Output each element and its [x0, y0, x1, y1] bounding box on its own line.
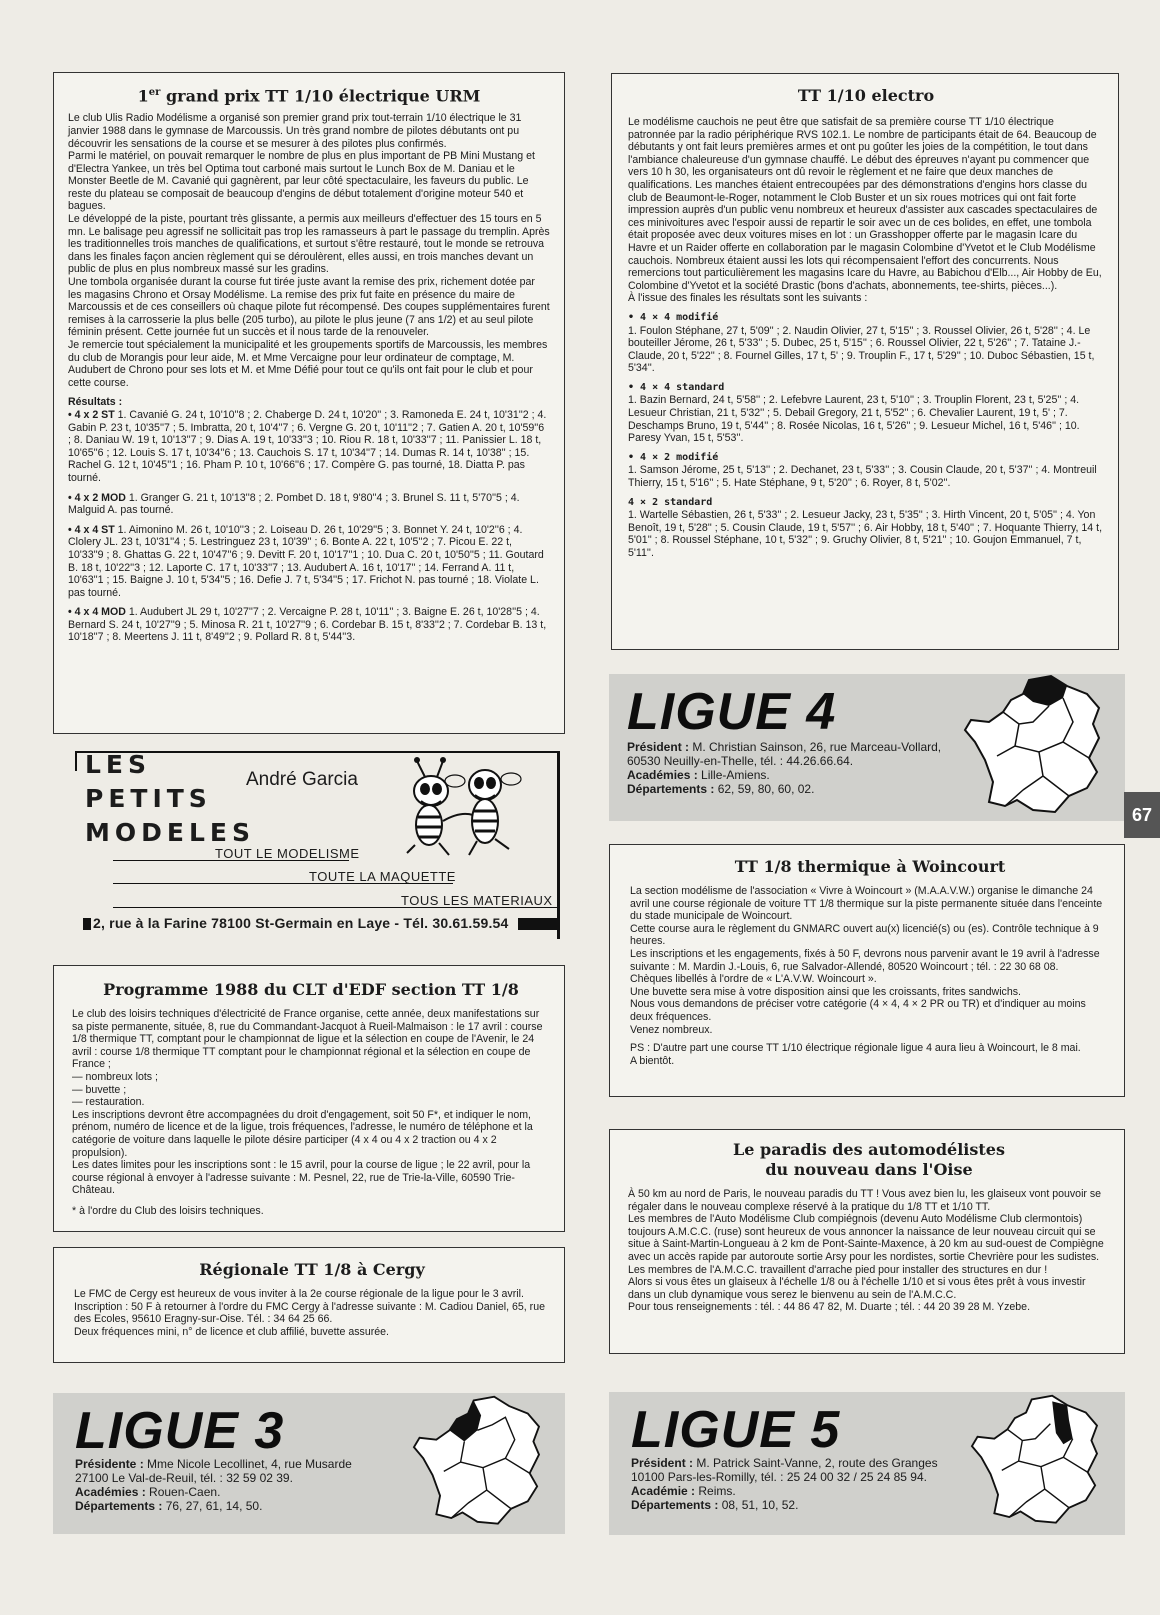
article-paragraph: Les inscriptions et les engagements, fixés à 50 F, devrons nous parvenir avant le 19 avril à l'adresse suivante : M. Mardin J.-Louis, 6, rue Salvador-Allendé, 80520 Woincourt ; tél. : 22 30 68 08.: [630, 947, 1100, 973]
article-paragraph: Alors si vous êtes un glaiseux à l'échelle 1/8 ou à l'échelle 1/10 et si vous êtes prêt à vous investir dans un club dynamique vous serez le bienvenu au sein de l'A.M.C.C.: [628, 1276, 1086, 1301]
article-paradis-oise: [609, 1129, 1125, 1354]
category-label: • 4 × 4 modifié: [628, 311, 719, 323]
category-label: • 4 × 4 standard: [628, 381, 725, 393]
article-paragraph: Nous vous demandons de préciser votre catégorie (4 × 4, 4 × 2 PR ou TR) et d'indiquer au moins deux fréquences.: [630, 998, 1086, 1023]
article-title: TT 1/10 electro: [797, 86, 935, 105]
article-paragraph: Venez nombreux.: [630, 1023, 713, 1036]
article-paragraph: Le FMC de Cergy est heureux de vous inviter à la 2e course régionale de la ligue pour le 3 avril.: [74, 1288, 524, 1300]
ligue-title: LIGUE 4: [627, 683, 837, 741]
article-paragraph: Une tombola organisée durant la course fut tirée juste avant la remise des prix, richement dotée par les magasins Chrono et Orsay Modélisme. La remise des prix fut faite en présence du maire de Marcoussis et de ces conseillers où chaque pilote fut récompensé. Des coupes supplémentaires furent remises à la carrosserie la plus belle (205 turbo), au pilote le plus jeune (7 ans 1/2) et au seul pilote féminin présent. Cette journée fut un succès et il nous tarde de la renouveler.: [68, 276, 550, 339]
article-title: 1er grand prix TT 1/10 électrique URM: [137, 86, 481, 106]
article-paragraph: Le club des loisirs techniques d'électricité de France organise, cette année, deux manifestations sur sa piste permanente, située, 8, rue du Commandant-Jacquot à Rueil-Malmaison : le 17 avril : course 1/8 thermique TT, comptant pour le championnat de ligue et la sélection en coupe de l'Avenir, le 24 avril : course 1/8 thermique TT comptant pour le championnat régional et la sélection en coupe de France ;: [72, 1008, 543, 1071]
ligue-title: LIGUE 5: [631, 1401, 841, 1459]
ligue-4-panel: [609, 674, 1125, 821]
results-category: [628, 312, 1104, 375]
page-number: 67: [1124, 792, 1160, 838]
category-label: • 4 x 4 MOD: [68, 606, 126, 619]
ad-address: 2, rue à la Farine 78100 St-Germain en Laye - Tél. 30.61.59.54: [93, 915, 509, 931]
category-results: 1. Wartelle Sébastien, 26 t, 5'33'' ; 2. Lesueur Jacky, 23 t, 5'35'' ; 3. Hirth Vincent, 20 t, 5'05'' ; 4. Yon Benoît, 19 t, 5'28'' ; 5. Cousin Claude, 19 t, 5'57'' ; 6. Air Hobby, 18 t, 5'40'' ; 7. Hoquante Thierry, 14 t, 5'01'' ; 8. Roussel Stéphane, 10 t, 5'32'' ; 9. Gruchy Olivier, 8 t, 5'21'' ; 10. Goujon Emmanuel, 7 t, 5'11''.: [628, 509, 1103, 559]
category-results: 1. Foulon Stéphane, 27 t, 5'09'' ; 2. Naudin Olivier, 27 t, 5'15'' ; 3. Roussel Olivier, 26 t, 5'28'' ; 4. Le bouteiller Jérome, 26 t, 5'33'' ; 5. Dubec, 25 t, 5'15'' ; 6. Roussel Olivier, 22 t, 5'26'' ; 7. Tataine J.-Claude, 20 t, 5'22'' ; 8. Fournel Gilles, 17 t, 5' ; 9. Trouplin F., 17 t, 5'29'' ; 10. Duboc Sébastien, 15 t, 5'34''.: [628, 324, 1095, 375]
results-category: [628, 452, 1104, 490]
category-label: • 4 x 2 ST: [68, 408, 115, 421]
article-grand-prix: [53, 72, 565, 734]
france-map-icon: [959, 674, 1119, 821]
france-map-icon: [403, 1393, 563, 1533]
article-body: [630, 885, 1110, 1067]
article-paragraph: Les inscriptions devront être accompagnées du droit d'engagement, soit 50 F*, et indiquer le nom, prénom, numéro de licence et de la ligue, trois fréquences, l'adresse, le numéro de téléphone et la catégorie de voiture dans laquelle le pilote désire participer (4 x 4 ou 4 x 2 traction ou 4 x 2 propulsion).: [72, 1108, 533, 1159]
results-category: [68, 492, 550, 517]
article-body: Le modélisme cauchois ne peut être que satisfait de sa première course TT 1/10 électrique patronnée par la radio périphérique RVS 102.1. Le nombre de participants était de 64. Beaucoup de débutants y ont fait leurs premières armes et ont pu goûter les joies de la compétition, le tout dans l'ambiance chaleureuse d'un gymnase chauffé. Le début des épreuves n'ayant pu commencer que vers 10 h 30, les organisateurs ont dû revoir le règlement et ne faire que deux manches de qualifications. Les manches étaient entrecoupées par des démonstrations d'engins hors classe du club de Beaumont-le-Roger, notamment le Clob Buster et un six roues motrices qui ont fait forte impression auprès d'un public venu nombreux et heureux d'assister aux cascades spectaculaires de ces minivoitures avec l'espoir aussi de repartir le soir avec un de ces bolides, en effet, une tombola était proposée avec deux voitures mises en lot : un Grasshopper offerte par le magasin Icare du Havre et un Raider offerte en collaboration par le magasin Colombine d'Yvetot et le Club Modélisme cauchois. Nombreux étaient aussi les lots qui récompensaient l'effort des concurrents. Nous remercions tout particulièrement les magasins Icare du Havre, au Babichou d'Elb..., Air Hobby de Eu, Colombine d'Yvetot et la société Drastic (bons d'achats, abonnements, tee-shirts, pièces...). À l'issue des finales les résultats sont les suivants : • 4 × 4 modifié 1. Foulon Stéphane, 27 t, 5'09'' ; 2. Naudin Olivier, 27 t, 5'15'' ; 3. Roussel Olivier, 26 t, 5'28'' ; 4. Le bouteiller Jérome, 26 t, 5'33'' ; 5. Dubec, 25 t, 5'15'' ; 6. Roussel Olivier, 22 t, 5'26'' ; 7. Tataine J.-Claude, 20 t, 5'22'' ; 8. Fournel Gilles, 17 t, 5' ; 9. Trouplin F., 17 t, 5'29'' ; 10. Duboc Sébastien, 15 t, 5'34''. • 4 × 4 standard 1. Bazin Bernard, 24 t, 5'58'' ; 2. Lefebvre Laurent, 23 t, 5'10'' ; 3. Trouplin Florent, 23 t, 5'25'' ; 4. Lesueur Christian, 21 t, 5'32'' ; 5. Debail Gregory, 21 t, 5'52'' ; 6. Chevalier Laurent, 19 t, 5' ; 7. Deschamps Bruno, 19 t, 5'44'' ; 8. Rosée Nicolas, 16 t, 5'26'' ; 9. Lesueur Michel, 16 t, 5'46'' ; 10. Paresy Yvan, 15 t, 5'53''. • 4 × 2 modifié 1. Samson Jérome, 25 t, 5'13'' ; 2. Dechanet, 23 t, 5'33'' ; 3. Cousin Claude, 20 t, 5'37'' ; 4. Montreuil Thierry, 15 t, 5'16'' ; 5. Hate Stéphane, 9 t, 5'20'' ; 6. Royer, 8 t, 5'02''. 4 × 2 standard 1. Wartelle Sébastien, 26 t, 5'33'' ; 2. Lesueur Jacky, 23 t, 5'35'' ; 3. Hirth Vincent, 20 t, 5'05'' ; 4. Yon Benoît, 19 t, 5'28'' ; 5. Cousin Claude, 19 t, 5'57'' ; 6. Air Hobby, 18 t, 5'40'' ; 7. Hoquante Thierry, 14 t, 5'01'' ; 8. Roussel Stéphane, 10 t, 5'32'' ; 9. Gruchy Olivier, 8 t, 5'21'' ; 10. Goujon Emmanuel, 7 t, 5'11''.: [628, 116, 1103, 559]
article-tt110-electro: [611, 73, 1119, 650]
category-label: • 4 x 4 ST: [68, 523, 115, 536]
results-category: [628, 497, 1104, 560]
article-paragraph: Pour tous renseignements : tél. : 44 86 47 82, M. Duarte ; tél. : 44 20 39 28 M. Yzebe.: [628, 1301, 1031, 1314]
article-title-line2: du nouveau dans l'Oise: [765, 1160, 973, 1179]
article-body: [68, 112, 550, 644]
article-paragraph: La section modélisme de l'association « Vivre à Woincourt » (M.A.A.V.W.) organise le dimanche 24 avril une course régionale de voiture TT 1/8 thermique sur la piste permanente située dans l'enceinte du stade municipale de Woincourt.: [630, 885, 1103, 923]
article-paragraph: Chèques libellés à l'ordre de « L'A.V.W. Woincourt ».: [630, 973, 877, 986]
article-paragraph: Je remercie tout spécialement la municipalité et les groupements sportifs de Marcoussis, les membres du club de Morangis pour leur aide, M. et Mme Vercaigne pour leur ordinateur de comptage, M. Audubert de Chrono pour ses lots et M. et Mme Défié pour tout ce qu'ils ont fait pour le club et pour cette course.: [68, 339, 548, 389]
article-paragraph: PS : D'autre part une course TT 1/10 électrique régionale ligue 4 aura lieu à Woincourt, le 8 mai.: [630, 1042, 1081, 1055]
ligue-info: Président : M. Christian Sainson, 26, rue Marceau-Vollard, 60530 Neuilly-en-Thelle, tél. : 44.26.66.64. Académies : Lille-Amiens. Départements : 62, 59, 80, 60, 02.: [627, 740, 942, 796]
article-programme-edf: [53, 965, 565, 1232]
ad-tagline-3: TOUS LES MATERIAUX: [401, 893, 553, 908]
ligue-3-panel: [53, 1393, 565, 1534]
article-paragraph: Cette course aura le règlement du GNMARC ouvert au(x) licencié(s) ou (es). Contrôle technique à 9 heures.: [630, 922, 1099, 948]
ad-brand-line1: LES: [85, 750, 152, 779]
article-paragraph: Les dates limites pour les inscriptions sont : le 15 avril, pour la course de ligue ; le 22 avril, pour la course régional à envoyer à l'adresse suivante : M. Pesnel, 22, rue de Trie-la-Ville, 60590 Trie-Château.: [72, 1159, 531, 1197]
article-paragraph: Deux fréquences mini, n° de licence et club affilié, buvette assurée.: [74, 1325, 389, 1338]
category-results: 1. Cavanié G. 24 t, 10'10''8 ; 2. Chaberge D. 24 t, 10'20'' ; 3. Ramoneda E. 24 t, 10'31''2 ; 4. Gabin P. 23 t, 10'35''7 ; 5. Imbratta, 20 t, 10'4''7 ; 6. Vergne G. 20 t, 10'11''2 ; 7. Gatien A. 20 t, 10'59''6 ; 8. Daniau W. 19 t, 10'13''7 ; 9. Dias A. 19 t, 10'33''3 ; 10. Riou R. 18 t, 10'33''7 ; 11. Panissier L. 18 t, 10'65''6 ; 12. Louis S. 17 t, 10'34''6 ; 13. Cauchois S. 17 t, 10'34''7 ; 14. Dumas R. 14 t, 10'38'' ; 15. Rachel G. 12 t, 10'45''1 ; 16. Pham P. 10 t, 10'66''6 ; 17. Compère G. pas tourné, 18. Diatta P. pas tourné.: [68, 408, 547, 484]
ad-address-bar-right: [518, 918, 558, 930]
category-results: 1. Granger G. 21 t, 10'13''8 ; 2. Pombet D. 18 t, 9'80''4 ; 3. Brunel S. 11 t, 5'70''5 ; 4. Malguid A. pas tourné.: [68, 491, 520, 517]
ad-frame-right: [557, 751, 560, 939]
ad-brand-line3: MODELES: [85, 818, 255, 847]
results-category: [68, 606, 550, 644]
ad-frame-left: [75, 751, 77, 771]
ad-brand-line2: PETITS: [85, 784, 212, 813]
category-results: 1. Samson Jérome, 25 t, 5'13'' ; 2. Dechanet, 23 t, 5'33'' ; 3. Cousin Claude, 20 t, 5'37'' ; 4. Montreuil Thierry, 15 t, 5'16'' ; 5. Hate Stéphane, 9 t, 5'20'' ; 6. Royer, 8 t, 5'02''.: [628, 464, 1097, 490]
article-paragraph: Les membres de l'Auto Modélisme Club compiégnois (devenu Auto Modélisme Club clermontois) toujours A.M.C.C. (ruse) sont heureux de vous annoncer la naissance de leur nouveau circuit qui se situe à Saint-Martin-Longueau à 2 km de Pont-Sainte-Maxence, à 20 km au sud-ouest de Compiègne avec un accès rapide par autoroute sortie Arsy pour les nordistes, sortie Chevrière pour les sudistes.: [628, 1213, 1104, 1263]
article-title: TT 1/8 thermique à Woincourt: [734, 857, 1006, 876]
article-paragraph: Le développé de la piste, pourtant très glissante, a permis aux meilleurs d'effectuer des 15 tours en 5 mn. Le balisage peu agressif ne sollicitait pas trop les ramasseurs à part le passage du tremplin. Après les traditionnelles trois manches de qualifications, et surtout s'être restauré, tout le monde se retrouva dans les finales façon ancien règlement qui se déroulèrent, elles aussi, en trois manches devant un public de plus en plus nombreux massé sur les gradins.: [68, 213, 550, 276]
article-body: [74, 1288, 550, 1338]
results-category: [68, 409, 550, 485]
article-title: Programme 1988 du CLT d'EDF section TT 1/8: [103, 980, 519, 999]
category-label: • 4 × 2 modifié: [628, 451, 719, 463]
france-map-icon: [961, 1392, 1121, 1532]
article-body: [72, 1008, 550, 1197]
article-paragraph: Parmi le matériel, on pouvait remarquer le nombre de plus en plus important de PB Mini Mustang et d'Electra Yankee, un très bel Optima tout carboné mais surtout le Lunch Box de M. Daniau et le Monster Beetle de M. Cavanié qui gagnèrent, par leur côté spectaculaire, les faveurs du public. Le reste du plateau se composait de beaucoup d'engins de début totalement d'origine moteur 540 et bagues.: [68, 150, 535, 213]
article-paragraph: A bientôt.: [630, 1054, 675, 1067]
article-paragraph: Inscription : 50 F à retourner à l'ordre du FMC Cergy à l'adresse suivante : M. Cadiou Daniel, 65, rue des Ecoles, 95610 Eragny-sur-Oise. Tél. : 34 64 25 66.: [74, 1300, 545, 1326]
article-footnote: * à l'ordre du Club des loisirs techniques.: [72, 1204, 264, 1217]
article-paragraph: Une buvette sera mise à votre disposition ainsi que les croissants, frites sandwichs.: [630, 985, 1021, 998]
bees-illustration-icon: [385, 751, 535, 861]
article-title-line1: Le paradis des automodélistes: [733, 1140, 1005, 1159]
article-paragraph: À 50 km au nord de Paris, le nouveau paradis du TT ! Vous avez bien lu, les glaiseux vont pouvoir se régaler dans le nouveau complexe réservé à la pratique du 1/8 TT et 1/10 TT.: [628, 1188, 1102, 1213]
article-regionale-cergy: [53, 1247, 565, 1363]
article-paragraph: — buvette ;: [72, 1083, 127, 1096]
category-label: 4 × 2 standard: [628, 496, 713, 508]
article-paragraph: Les membres de l'A.M.C.C. travaillent d'arrache pied pour installer des structures en dur !: [628, 1263, 1048, 1276]
ad-owner: André Garcia: [246, 769, 358, 790]
ligue-5-panel: [609, 1392, 1125, 1535]
ligue-info: Présidente : Mme Nicole Lecollinet, 4, rue Musarde 27100 Le Val-de-Reuil, tél. : 32 59 02 39. Académies : Rouen-Caen. Départements : 76, 27, 61, 14, 50.: [75, 1457, 352, 1513]
article-body: [628, 1188, 1110, 1314]
article-woincourt: [609, 844, 1125, 1097]
category-results: 1. Audubert JL 29 t, 10'27''7 ; 2. Vercaigne P. 28 t, 10'11'' ; 3. Baigne E. 26 t, 10'28''5 ; 4. Bernard S. 24 t, 10'27''9 ; 5. Minosa R. 21 t, 10'27''9 ; 6. Cordebar B. 15 t, 8'33''2 ; 7. Cordebar B. 13 t, 10'18''7 ; 8. Meertens J. 11 t, 8'49''2 ; 9. Pollard R. 8 t, 5'44''3.: [68, 606, 547, 644]
article-paragraph: — restauration.: [72, 1096, 145, 1109]
results-heading: Résultats :: [68, 396, 123, 409]
category-results: 1. Aimonino M. 26 t, 10'10''3 ; 2. Loiseau D. 26 t, 10'29''5 ; 3. Bonnet Y. 24 t, 10'2''6 ; 4. Clolery JL. 23 t, 10'31''4 ; 5. Lestringuez 23 t, 10'39'' ; 6. Bonte A. 22 t, 10'5''2 ; 7. Picou E. 22 t, 10'33''9 ; 8. Ghattas G. 22 t, 10'47''6 ; 9. Devitt F. 20 t, 10'17''1 ; 10. Dua C. 20 t, 10'50''5 ; 11. Goutard B. 18 t, 10'22''3 ; 12. Laporte C. 17 t, 10'33''7 ; 13. Audubert A. 16 t, 10'17'' ; 14. Ferrand A. 11 t, 10'63''1 ; 15. Baigne J. 10 t, 5'34''5 ; 16. Defie J. 7 t, 5'34''5 ; 17. Frichot N. pas tourné ; 18. Violate L. pas tourné.: [68, 523, 544, 599]
category-results: 1. Bazin Bernard, 24 t, 5'58'' ; 2. Lefebvre Laurent, 23 t, 5'10'' ; 3. Trouplin Florent, 23 t, 5'25'' ; 4. Lesueur Christian, 21 t, 5'32'' ; 5. Debail Gregory, 21 t, 5'52'' ; 6. Chevalier Laurent, 19 t, 5' ; 7. Deschamps Bruno, 19 t, 5'44'' ; 8. Rosée Nicolas, 16 t, 5'26'' ; 9. Lesueur Michel, 16 t, 5'46'' ; 10. Paresy Yvan, 15 t, 5'53''.: [628, 394, 1080, 445]
article-title: Régionale TT 1/8 à Cergy: [199, 1260, 425, 1279]
article-paragraph: — nombreux lots ;: [72, 1070, 158, 1083]
ligue-info: Président : M. Patrick Saint-Vanne, 2, route des Granges 10100 Pars-les-Romilly, tél. : 25 24 00 32 / 25 24 85 94. Académie : Reims. Départements : 08, 51, 10, 52.: [631, 1456, 938, 1512]
ad-address-bar: [83, 918, 91, 930]
results-category: [628, 382, 1104, 445]
ad-tagline-1: TOUT LE MODELISME: [215, 846, 360, 861]
article-paragraph: Le club Ulis Radio Modélisme a organisé son premier grand prix tout-terrain 1/10 électrique le 31 janvier 1988 dans le gymnase de Marcoussis. Un très grand nombre de pilotes débutants ont pu découvrir les sensations de la course et se mesurer à des pilotes plus confirmés.: [68, 112, 522, 150]
ad-tagline-2: TOUTE LA MAQUETTE: [309, 869, 456, 884]
results-category: [68, 524, 550, 600]
ligue-title: LIGUE 3: [75, 1402, 285, 1460]
category-label: • 4 x 2 MOD: [68, 491, 126, 504]
advertisement-les-petits-modeles: [63, 751, 560, 939]
